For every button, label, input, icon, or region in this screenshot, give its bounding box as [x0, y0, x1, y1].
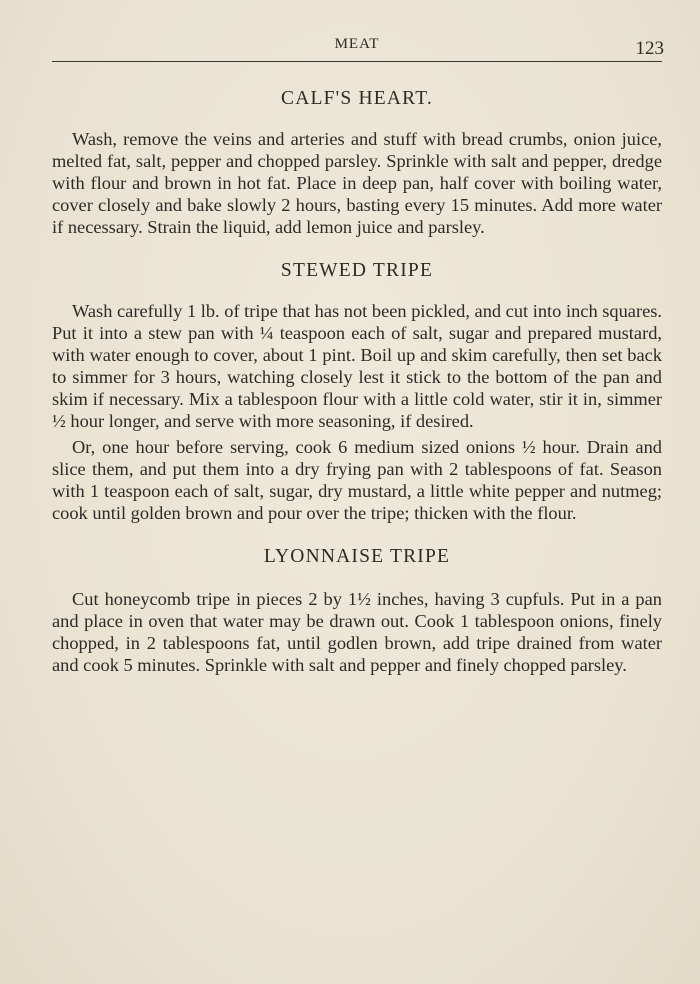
recipe-text-lyonnaise-tripe: Cut honeycomb tripe in pieces 2 by 1½ inches, having 3 cupfuls. Put in a pan and place in oven that water may be drawn out. Cook 1 tablespoon onions, finely chopped, in 2 tablespoons fat, until godlen brown, add tripe drained from water and cook 5 minutes. Sprinkle with salt and pepper and finely chopped parsley.	[52, 589, 662, 675]
running-title: MEAT	[334, 36, 380, 52]
page-content	[52, 80, 662, 676]
recipe-text-stewed-tripe-variation: Or, one hour before serving, cook 6 medium sized onions ½ hour. Drain and slice them, and put them into a dry frying pan with 2 tablespoons of fat. Season with 1 teaspoon each of salt, sugar, dry mustard, a little white pepper and nutmeg; cook until golden brown and pour over the tripe; thicken with the flour.	[52, 437, 662, 523]
recipe-title-stewed-tripe: STEWED TRIPE	[280, 260, 434, 281]
header-rule	[52, 61, 662, 62]
running-head	[52, 30, 662, 62]
recipe-text-stewed-tripe: Wash carefully 1 lb. of tripe that has not been pickled, and cut into inch squares. Put it into a stew pan with ¼ teaspoon each of salt, sugar and prepared mustard, with water enough to cover, about 1 pint. Boil up and skim carefully, then set back to simmer for 3 hours, watching closely lest it stick to the bottom of the pan and skim if necessary. Mix a tablespoon flour with a little cold water, stir it in, simmer ½ hour longer, and serve with more seasoning, if desired.	[52, 301, 662, 431]
recipe-text-calfs-heart: Wash, remove the veins and arteries and stuff with bread crumbs, onion juice, melted fat, salt, pepper and chopped parsley. Sprinkle with salt and pepper, dredge with flour and brown in hot fat. Place in deep pan, half cover with boiling water, cover closely and bake slowly 2 hours, basting every 15 minutes. Add more water if necessary. Strain the liquid, add lemon juice and parsley.	[52, 129, 662, 237]
page-number: 123	[635, 38, 664, 59]
recipe-title-calfs-heart: CALF'S HEART.	[281, 88, 433, 109]
recipe-title-lyonnaise-tripe: LYONNAISE TRIPE	[263, 546, 451, 567]
